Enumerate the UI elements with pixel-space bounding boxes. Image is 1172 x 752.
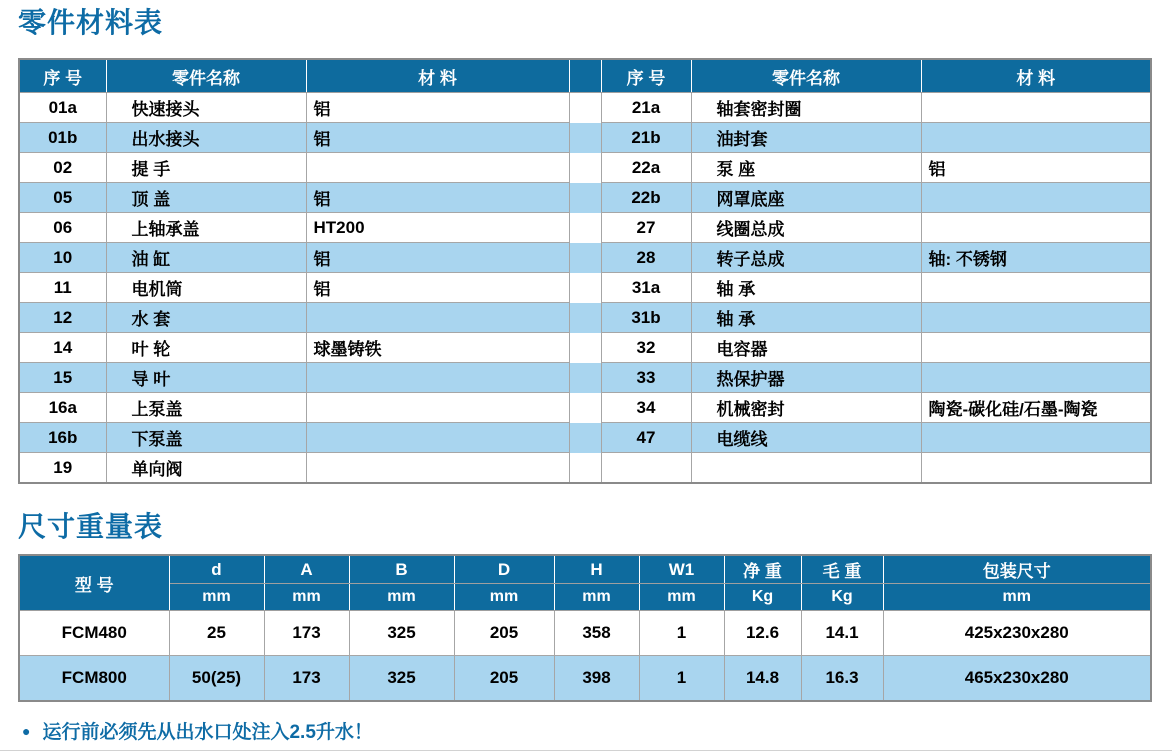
gross-weight-cell: 14.1 — [801, 611, 883, 656]
spacer-cell — [569, 123, 601, 153]
part-material — [921, 333, 1151, 363]
header-material-left: 材 料 — [306, 59, 569, 93]
part-name: 出水接头 — [106, 123, 306, 153]
parts-row — [19, 93, 1151, 123]
part-name: 导 叶 — [106, 363, 306, 393]
spacer-cell — [569, 393, 601, 423]
part-material — [306, 423, 569, 453]
page-bottom-divider — [0, 750, 1172, 751]
header-net-weight: 净 重 — [724, 555, 801, 584]
parts-row — [19, 303, 1151, 333]
header-d: d — [169, 555, 264, 584]
parts-row — [19, 453, 1151, 484]
unit-w1: mm — [639, 584, 724, 611]
h-cell: 358 — [554, 611, 639, 656]
part-name: 上泵盖 — [106, 393, 306, 423]
gross-weight-cell: 16.3 — [801, 656, 883, 702]
part-material — [921, 183, 1151, 213]
part-no: 05 — [19, 183, 106, 213]
parts-row — [19, 243, 1151, 273]
header-h: H — [554, 555, 639, 584]
b-cell: 325 — [349, 656, 454, 702]
part-material: 铝 — [306, 243, 569, 273]
pack-size-cell: 425x230x280 — [883, 611, 1151, 656]
a-cell: 173 — [264, 656, 349, 702]
dims-row — [19, 611, 1151, 656]
spacer-cell — [569, 453, 601, 484]
part-material — [306, 453, 569, 484]
part-name: 油 缸 — [106, 243, 306, 273]
part-name: 电缆线 — [691, 423, 921, 453]
dims-table-title: 尺寸重量表 — [18, 511, 164, 542]
part-no: 11 — [19, 273, 106, 303]
part-material — [306, 363, 569, 393]
part-no: 06 — [19, 213, 106, 243]
header-gross-weight: 毛 重 — [801, 555, 883, 584]
header-dd: D — [454, 555, 554, 584]
spacer-cell — [569, 423, 601, 453]
part-name: 热保护器 — [691, 363, 921, 393]
parts-row — [19, 423, 1151, 453]
parts-header-row — [19, 59, 1151, 93]
part-material — [921, 453, 1151, 484]
part-name: 快速接头 — [106, 93, 306, 123]
unit-dd: mm — [454, 584, 554, 611]
w1-cell: 1 — [639, 656, 724, 702]
part-name: 单向阀 — [106, 453, 306, 484]
part-material — [306, 153, 569, 183]
parts-row — [19, 213, 1151, 243]
header-no-left: 序 号 — [19, 59, 106, 93]
part-material — [306, 393, 569, 423]
d-cell: 50(25) — [169, 656, 264, 702]
part-material: 铝 — [306, 93, 569, 123]
part-name: 网罩底座 — [691, 183, 921, 213]
part-name: 电机筒 — [106, 273, 306, 303]
dd-cell: 205 — [454, 656, 554, 702]
part-material — [921, 273, 1151, 303]
parts-row — [19, 363, 1151, 393]
part-no: 28 — [601, 243, 691, 273]
part-name: 轴 承 — [691, 273, 921, 303]
part-no: 01a — [19, 93, 106, 123]
part-name: 线圈总成 — [691, 213, 921, 243]
part-material — [921, 423, 1151, 453]
spacer-cell — [569, 183, 601, 213]
part-no: 21a — [601, 93, 691, 123]
header-material-right: 材 料 — [921, 59, 1151, 93]
part-no: 19 — [19, 453, 106, 484]
warning-note-text: 运行前必须先从出水口处注入2.5升水！ — [42, 722, 373, 743]
h-cell: 398 — [554, 656, 639, 702]
part-name: 水 套 — [106, 303, 306, 333]
part-material — [921, 123, 1151, 153]
part-name: 电容器 — [691, 333, 921, 363]
part-no: 21b — [601, 123, 691, 153]
a-cell: 173 — [264, 611, 349, 656]
spacer-cell — [569, 333, 601, 363]
header-spacer — [569, 59, 601, 93]
spacer-cell — [569, 273, 601, 303]
spacer-cell — [569, 243, 601, 273]
part-no: 47 — [601, 423, 691, 453]
part-no — [601, 453, 691, 484]
unit-a: mm — [264, 584, 349, 611]
part-no: 31a — [601, 273, 691, 303]
parts-materials-table — [18, 58, 1152, 484]
part-name — [691, 453, 921, 484]
net-weight-cell: 12.6 — [724, 611, 801, 656]
unit-h: mm — [554, 584, 639, 611]
part-material — [306, 303, 569, 333]
unit-d: mm — [169, 584, 264, 611]
part-name: 轴套密封圈 — [691, 93, 921, 123]
unit-b: mm — [349, 584, 454, 611]
header-model: 型 号 — [19, 555, 169, 611]
spacer-cell — [569, 363, 601, 393]
part-no: 27 — [601, 213, 691, 243]
net-weight-cell: 14.8 — [724, 656, 801, 702]
pack-size-cell: 465x230x280 — [883, 656, 1151, 702]
part-no: 15 — [19, 363, 106, 393]
warning-note — [18, 717, 1150, 744]
part-no: 10 — [19, 243, 106, 273]
parts-row — [19, 183, 1151, 213]
part-name: 油封套 — [691, 123, 921, 153]
part-material: 铝 — [921, 153, 1151, 183]
part-no: 16a — [19, 393, 106, 423]
part-material: 铝 — [306, 273, 569, 303]
d-cell: 25 — [169, 611, 264, 656]
unit-gross-weight: Kg — [801, 584, 883, 611]
header-name-left: 零件名称 — [106, 59, 306, 93]
part-no: 31b — [601, 303, 691, 333]
header-name-right: 零件名称 — [691, 59, 921, 93]
part-name: 下泵盖 — [106, 423, 306, 453]
part-material: HT200 — [306, 213, 569, 243]
part-material: 陶瓷-碳化硅/石墨-陶瓷 — [921, 393, 1151, 423]
part-no: 22a — [601, 153, 691, 183]
part-name: 提 手 — [106, 153, 306, 183]
dims-header-units-row — [19, 584, 1151, 611]
part-material: 铝 — [306, 183, 569, 213]
part-material — [921, 93, 1151, 123]
part-no: 34 — [601, 393, 691, 423]
dims-row — [19, 656, 1151, 702]
parts-row — [19, 153, 1151, 183]
bullet-icon: ● — [22, 722, 31, 739]
parts-table-title: 零件材料表 — [18, 7, 164, 38]
part-name: 泵 座 — [691, 153, 921, 183]
part-no: 33 — [601, 363, 691, 393]
part-name: 转子总成 — [691, 243, 921, 273]
model-cell: FCM800 — [19, 656, 169, 702]
header-pack-size: 包装尺寸 — [883, 555, 1151, 584]
part-material: 轴: 不锈钢 — [921, 243, 1151, 273]
header-no-right: 序 号 — [601, 59, 691, 93]
part-name: 轴 承 — [691, 303, 921, 333]
spacer-cell — [569, 93, 601, 123]
part-no: 02 — [19, 153, 106, 183]
part-material — [921, 213, 1151, 243]
header-a: A — [264, 555, 349, 584]
spacer-cell — [569, 303, 601, 333]
dims-header-labels-row — [19, 555, 1151, 584]
b-cell: 325 — [349, 611, 454, 656]
unit-net-weight: Kg — [724, 584, 801, 611]
dd-cell: 205 — [454, 611, 554, 656]
part-no: 16b — [19, 423, 106, 453]
parts-row — [19, 333, 1151, 363]
part-no: 14 — [19, 333, 106, 363]
part-no: 22b — [601, 183, 691, 213]
dimensions-weight-table — [18, 554, 1152, 702]
spacer-cell — [569, 213, 601, 243]
part-material — [921, 303, 1151, 333]
part-no: 01b — [19, 123, 106, 153]
header-b: B — [349, 555, 454, 584]
part-name: 机械密封 — [691, 393, 921, 423]
part-material: 铝 — [306, 123, 569, 153]
part-no: 32 — [601, 333, 691, 363]
part-name: 上轴承盖 — [106, 213, 306, 243]
model-cell: FCM480 — [19, 611, 169, 656]
unit-pack-size: mm — [883, 584, 1151, 611]
parts-row — [19, 273, 1151, 303]
spacer-cell — [569, 153, 601, 183]
part-name: 顶 盖 — [106, 183, 306, 213]
part-no: 12 — [19, 303, 106, 333]
parts-row — [19, 123, 1151, 153]
parts-row — [19, 393, 1151, 423]
part-material: 球墨铸铁 — [306, 333, 569, 363]
part-material — [921, 363, 1151, 393]
part-name: 叶 轮 — [106, 333, 306, 363]
w1-cell: 1 — [639, 611, 724, 656]
header-w1: W1 — [639, 555, 724, 584]
